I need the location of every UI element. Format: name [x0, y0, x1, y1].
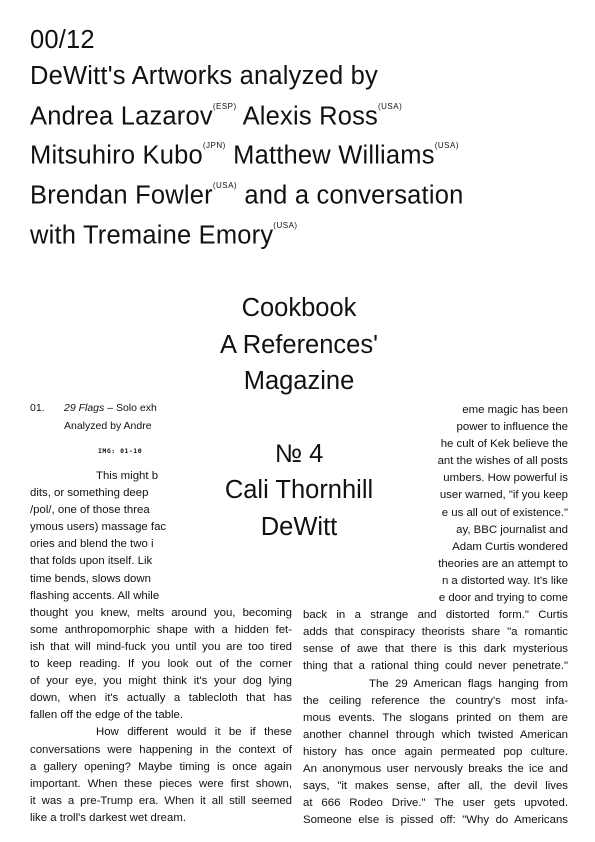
contributor-name: Matthew Williams: [233, 141, 435, 170]
text-line: ymous users) massage fac: [30, 521, 167, 534]
text-line: important. When these pieces were first shown,: [30, 777, 292, 790]
header-line-contributors-1: [30, 95, 590, 135]
text-line: ish that will mind-fuck you until you are too tired: [30, 640, 292, 653]
artist-name-line: DeWitt: [260, 512, 338, 541]
text-line: a gallery opening? Maybe timing is once again: [30, 760, 292, 773]
text-line: some anthropomorphic shape with a hidden fet-: [30, 623, 292, 636]
text-line: conversations were happening in the context of: [30, 743, 292, 756]
article-header: [30, 22, 590, 254]
contributor-country: (USA): [212, 181, 238, 191]
contributor-name: Andrea Lazarov: [30, 102, 213, 131]
text-line: thought you knew, melts around you, becoming: [30, 606, 292, 619]
magazine-title-line: Magazine: [243, 367, 355, 395]
text-line: user warned, "if you keep: [439, 489, 568, 502]
text-line: e us all out of existence.": [441, 506, 568, 519]
reference-title: 29 Flags: [64, 402, 105, 414]
issue-number: 00/12: [30, 26, 95, 54]
contributor-country: (USA): [273, 220, 298, 230]
analyzed-by-line: Analyzed by Andre: [64, 420, 152, 432]
text-line: eme magic has been: [462, 404, 568, 416]
header-line-contributors-3: [30, 174, 590, 214]
text-line: ant the wishes of all posts: [437, 455, 568, 468]
magazine-title-line: Cookbook: [241, 294, 357, 322]
text-line: umbers. How powerful is: [443, 472, 568, 485]
header-line-conversation: [30, 214, 590, 254]
text-line: fallen off the edge of the table.: [30, 709, 184, 722]
text-line: another channel through which twisted American: [303, 728, 568, 741]
magazine-title-block: [175, 290, 423, 580]
text-line: n a distorted way. It's like: [441, 574, 568, 587]
text-line: sense of awe that there is this dark mysterious: [303, 643, 568, 656]
contributor-country: (ESP): [212, 101, 237, 111]
image-code: IMG: 01-10: [98, 447, 143, 455]
text-line: mous events. The slogans printed on them are: [303, 711, 568, 724]
text-line: Adam Curtis wondered: [452, 540, 568, 553]
issue-label: № 4: [274, 439, 324, 468]
header-line-contributors-2: [30, 134, 590, 174]
text-line: thing that a rational thing could never penetrate.": [303, 660, 568, 673]
magazine-title-line: A References': [220, 330, 378, 359]
text-line: /pol/, one of those threa: [30, 504, 150, 517]
conversation-lead: with Tremaine Emory: [30, 221, 274, 250]
text-line: back in a strange and distorted form." Curtis: [303, 609, 568, 622]
text-line: adds that conspiracy theorists share "a romantic: [303, 626, 568, 639]
text-line: of your eye, you might think it's your dog lying: [30, 675, 292, 688]
reference-number: 01.: [30, 402, 45, 414]
text-line: An anonymous user nervously breaks the ice and: [303, 762, 568, 775]
text-line: says, "it makes sense, after all, the devil lives: [303, 780, 568, 793]
text-line: This might b: [96, 470, 159, 482]
text-line: theories are an attempt to: [438, 557, 568, 570]
artist-name-line: Cali Thornhill: [224, 476, 374, 504]
text-line: power to influence the: [456, 421, 568, 434]
text-line: Someone else is pissed off: "Why do Americans: [303, 814, 568, 827]
text-line: How different would it be if these: [96, 726, 292, 739]
contributor-country: (USA): [434, 141, 459, 151]
contributor-name: Alexis Ross: [242, 102, 378, 131]
reference-title-line: [64, 402, 157, 414]
text-line: time bends, slows down: [30, 572, 151, 585]
contributor-name: Brendan Fowler: [30, 181, 213, 210]
text-line: ories and blend the two i: [30, 538, 154, 551]
text-line: down, when it's actually a tablecloth that has: [30, 692, 292, 705]
text-line: he cult of Kek believe the: [440, 438, 568, 451]
reference-subtitle: – Solo exh: [107, 402, 157, 414]
text-line: to keep reading. If you look out of the corner: [30, 658, 292, 671]
text-line: e door and trying to come: [438, 592, 568, 605]
text-line: that folds upon itself. Lik: [30, 555, 153, 568]
contributor-name: Mitsuhiro Kubo: [30, 141, 203, 170]
text-line: The 29 American flags hanging from: [369, 677, 568, 690]
text-line: like a troll's darkest wet dream.: [30, 811, 187, 824]
text-line: it was a pre-Trump era. When it all still seemed: [30, 794, 292, 807]
text-line: flashing accents. All while: [30, 589, 160, 602]
text-line: dits, or something deep: [30, 487, 149, 500]
text-line: history has once again permeated pop culture.: [303, 745, 568, 758]
header-line-analyzed-by: DeWitt's Artworks analyzed by: [30, 62, 378, 91]
contributor-country: (USA): [377, 101, 403, 111]
text-line: ay, BBC journalist and: [456, 523, 568, 536]
contributor-country: (JPN): [202, 141, 226, 151]
text-line: at 666 Rodeo Drive." The user gets upvoted.: [303, 797, 568, 810]
header-tail: and a conversation: [244, 181, 464, 210]
title-spacer: [175, 400, 423, 436]
text-line: the ceiling reference the country's most infa-: [303, 694, 568, 707]
